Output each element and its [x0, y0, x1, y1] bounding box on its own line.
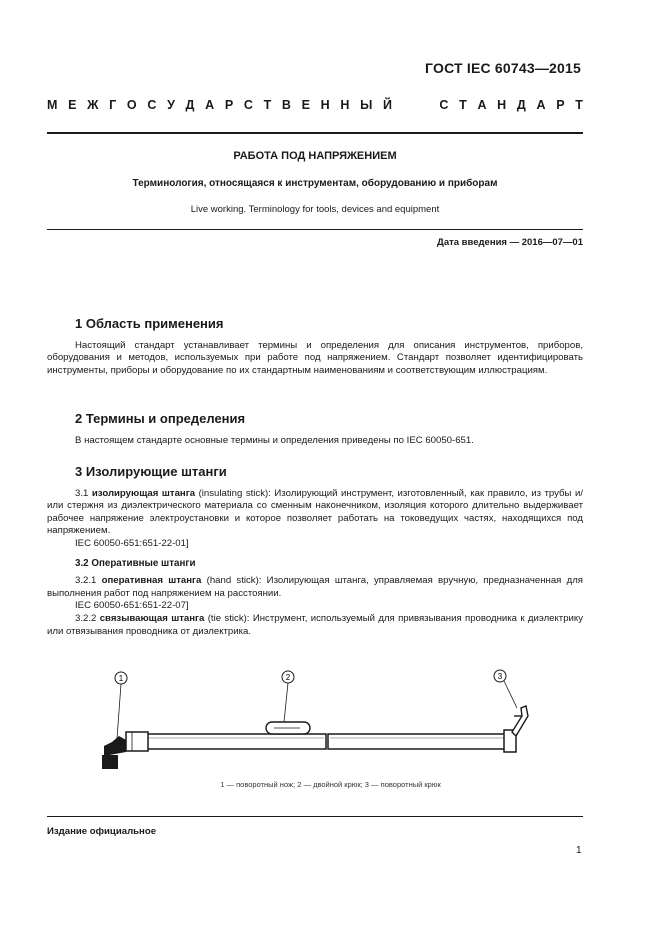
banner-letter: С [147, 98, 157, 112]
document-subtitle: Терминология, относящаяся к инструментам, оборудованию и приборам [132, 178, 498, 189]
callout-label: 3 [497, 672, 503, 681]
section-3 [47, 466, 583, 638]
banner-letter: А [205, 98, 215, 112]
section-paragraph: В настоящем стандарте основные термины и определения приведены по IEC 60050-651. [75, 434, 474, 446]
banner-letter: Н [320, 98, 330, 112]
rotary-hook-head [512, 706, 528, 736]
term-name: оперативная штанга [101, 575, 202, 587]
callout-label: 1 [118, 674, 124, 683]
term-3-2-1 [47, 575, 583, 600]
figure-caption: 1 — поворотный нож; 2 — двойной крюк; 3 — поворотный крюк [220, 780, 441, 789]
banner-letter: А [477, 98, 487, 112]
document-code: ГОСТ IEC 60743—2015 [425, 60, 581, 76]
banner-letter: Н [340, 98, 350, 112]
term-number: 3.2.1 [75, 575, 97, 587]
stick-left-segment [126, 732, 326, 751]
english-title: Live working. Terminology for tools, devices and equipment [190, 204, 440, 215]
section-2 [47, 413, 583, 447]
banner-letter: Е [68, 98, 77, 112]
banner-letter: О [126, 98, 137, 112]
term-number: 3.1 [75, 487, 89, 499]
subsection-heading: 3.2 Оперативные штанги [75, 557, 196, 569]
banner-letter: Г [109, 98, 117, 112]
banner-letter: У [167, 98, 175, 112]
edition-label: Издание официальное [47, 826, 157, 837]
term-number: 3.2.2 [75, 612, 97, 624]
standard-banner [47, 98, 583, 112]
banner-letter: Ы [360, 98, 373, 112]
term-definition: (tie stick): Инструмент, используемый для привязывания проводника к диэлектрику или отвязывания проводника от диэлектрика. [47, 612, 583, 637]
section-heading: 2 Термины и определения [75, 411, 246, 426]
term-definition: (insulating stick): Изолирующий инструмент, изготовленный, как правило, из трубы и/или стержня из диэлектрического материала со сменным наконечником, изоляция которого длительно выдерживает рабочее напряжение электроустановки и которое позволяет работать на токоведущих частях, находящихся под напряжением. [47, 487, 583, 537]
banner-letter: В [281, 98, 291, 112]
callout-3 [494, 670, 517, 708]
callout-label: 2 [285, 673, 291, 682]
footer-rule [47, 816, 583, 817]
banner-letter: Д [516, 98, 526, 112]
double-hook [266, 722, 310, 734]
term-3-1 [47, 488, 583, 538]
page-number: 1 [576, 845, 582, 856]
rotary-knife-head [102, 736, 126, 769]
banner-letter: М [47, 98, 58, 112]
section-1 [47, 318, 583, 377]
tie-stick-figure [0, 660, 661, 780]
term-definition: (hand stick): Изолирующая штанга, управляемая вручную, предназначенная для выполнения работ под напряжением на расстоянии. [47, 575, 583, 599]
effective-date: Дата введения — 2016—07—01 [437, 237, 583, 248]
title-rule [47, 229, 583, 230]
banner-word-gap [403, 98, 429, 112]
banner-letter: Т [575, 98, 583, 112]
term-reference: IEC 60050-651:651-22-01] [75, 537, 189, 549]
banner-letter: С [243, 98, 253, 112]
banner-letter: Р [556, 98, 565, 112]
term-name: связывающая штанга [99, 612, 205, 624]
term-reference: IEC 60050-651:651-22-07] [75, 600, 189, 612]
banner-letter: Т [459, 98, 467, 112]
banner-letter: Р [224, 98, 234, 112]
header-rule [47, 132, 583, 134]
banner-letter: Й [383, 98, 393, 112]
stick-right-segment [328, 730, 516, 752]
callout-2 [282, 671, 294, 722]
document-title: РАБОТА ПОД НАПРЯЖЕНИЕМ [233, 150, 397, 162]
section-heading: 3 Изолирующие штанги [75, 464, 227, 479]
banner-letter: Н [497, 98, 507, 112]
section-heading: 1 Область применения [75, 316, 224, 331]
banner-letter: Д [185, 98, 195, 112]
banner-letter: Е [301, 98, 310, 112]
banner-letter: Т [263, 98, 272, 112]
banner-letter: Ж [87, 98, 99, 112]
term-3-2-2 [47, 613, 583, 638]
term-name: изолирующая штанга [91, 487, 196, 499]
section-paragraph: Настоящий стандарт устанавливает термины и определения для описания инструментов, приборов, оборудования и методов, используемых при работе под напряжением. Стандарт позволяет идентифицировать инструменты, приборы и оборудование по их стандартным наименованиям и соответствующим иллюстрациям. [47, 339, 583, 376]
banner-letter: А [536, 98, 546, 112]
banner-letter: С [439, 98, 449, 112]
